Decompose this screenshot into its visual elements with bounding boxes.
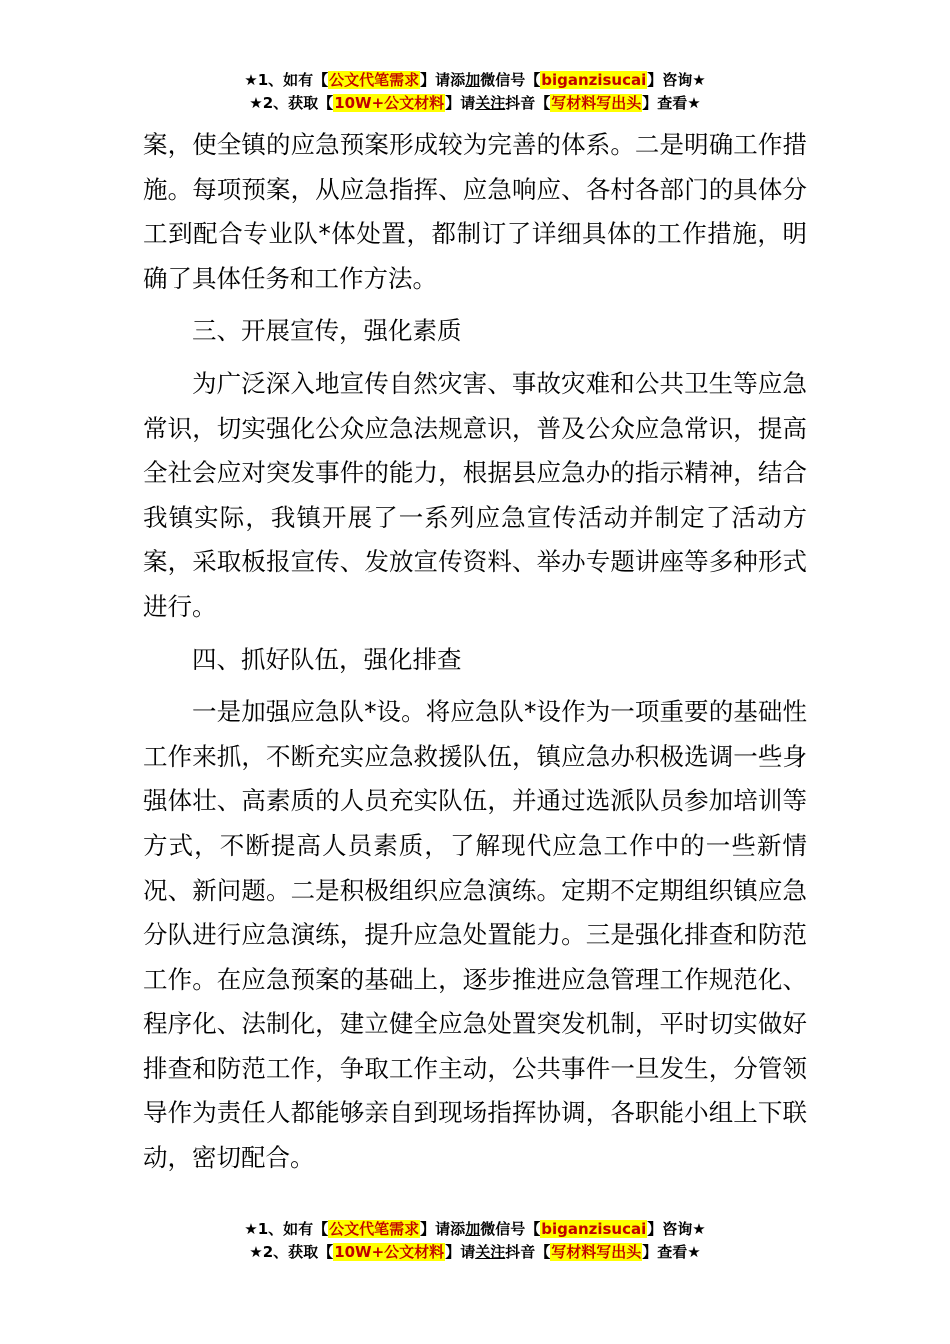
ad-text: 】请 bbox=[445, 1243, 476, 1261]
ad-text: ★1、如有【 bbox=[244, 1220, 329, 1238]
ad-text: 】查看★ bbox=[642, 94, 701, 112]
ad-highlight: 10W+公文材料 bbox=[334, 1243, 445, 1261]
ad-text: ★2、获取【 bbox=[249, 1243, 334, 1261]
ad-text: 】请添 bbox=[420, 71, 466, 89]
ad-wechat-id: biganzisucai bbox=[541, 1220, 647, 1238]
ad-underlined-text: 加 bbox=[465, 71, 481, 89]
paragraph-publicity: 为广泛深入地宣传自然灾害、事故灾难和公共卫生等应急常识，切实强化公众应急法规意识，普及公众应急常识，提高全社会应对突发事件的能力，根据县应急办的指示精神，结合我镇实际，我镇开展了一系列应急宣传活动并制定了活动方案，采取板报宣传、发放宣传资料、举办专题讲座等多种形式进行。 bbox=[143, 368, 807, 621]
ad-text: 】咨询★ bbox=[647, 1220, 706, 1238]
ad-text: 】咨询★ bbox=[647, 71, 706, 89]
header-ad-banner bbox=[0, 69, 950, 115]
ad-highlight: 公文代笔需求 bbox=[329, 1220, 420, 1238]
ad-text: 抖音【 bbox=[505, 94, 551, 112]
ad-wechat-id: biganzisucai bbox=[541, 71, 647, 89]
ad-text: 微信号【 bbox=[480, 1220, 541, 1238]
paragraph-team: 一是加强应急队*设。将应急队*设作为一项重要的基础性工作来抓，不断充实应急救援队伍，镇应急办积极选调一些身强体壮、高素质的人员充实队伍，并通过选派队员参加培训等方式，不断提高人员素质，了解现代应急工作中的一些新情况、新问题。二是积极组织应急演练。定期不定期组织镇应急分队进行应急演练，提升应急处置能力。三是强化排查和防范工作。在应急预案的基础上，逐步推进应急管理工作规范化、程序化、法制化，建立健全应急处置突发机制，平时切实做好排查和防范工作，争取工作主动，公共事件一旦发生，分管领导作为责任人都能够亲自到现场指挥协调，各职能小组上下联动，密切配合。 bbox=[143, 697, 807, 1173]
ad-text: 】请 bbox=[445, 94, 476, 112]
ad-text: 】查看★ bbox=[642, 1243, 701, 1261]
ad-highlight: 10W+公文材料 bbox=[334, 94, 445, 112]
ad-text: 】请添 bbox=[420, 1220, 466, 1238]
ad-line-2 bbox=[0, 92, 950, 115]
ad-douyin-account: 写材料写出头 bbox=[551, 1243, 642, 1261]
ad-text: ★1、如有【 bbox=[244, 71, 329, 89]
ad-underlined-text: 加 bbox=[465, 1220, 481, 1238]
ad-underlined-text: 关注 bbox=[475, 1243, 506, 1261]
ad-text: ★2、获取【 bbox=[249, 94, 334, 112]
ad-text: 抖音【 bbox=[505, 1243, 551, 1261]
ad-line-1 bbox=[0, 1218, 950, 1241]
section-heading-4: 四、抓好队伍，强化排查 bbox=[192, 644, 462, 674]
ad-text: 微信号【 bbox=[480, 71, 541, 89]
ad-line-2 bbox=[0, 1241, 950, 1264]
ad-line-1 bbox=[0, 69, 950, 92]
footer-ad-banner bbox=[0, 1218, 950, 1264]
section-heading-3: 三、开展宣传，强化素质 bbox=[192, 316, 462, 346]
ad-douyin-account: 写材料写出头 bbox=[551, 94, 642, 112]
ad-highlight: 公文代笔需求 bbox=[329, 71, 420, 89]
ad-underlined-text: 关注 bbox=[475, 94, 506, 112]
paragraph-continued: 案，使全镇的应急预案形成较为完善的体系。二是明确工作措施。每项预案，从应急指挥、应急响应、各村各部门的具体分工到配合专业队*体处置，都制订了详细具体的工作措施，明确了具体任务和工作方法。 bbox=[143, 130, 807, 293]
document-body bbox=[143, 123, 807, 1181]
